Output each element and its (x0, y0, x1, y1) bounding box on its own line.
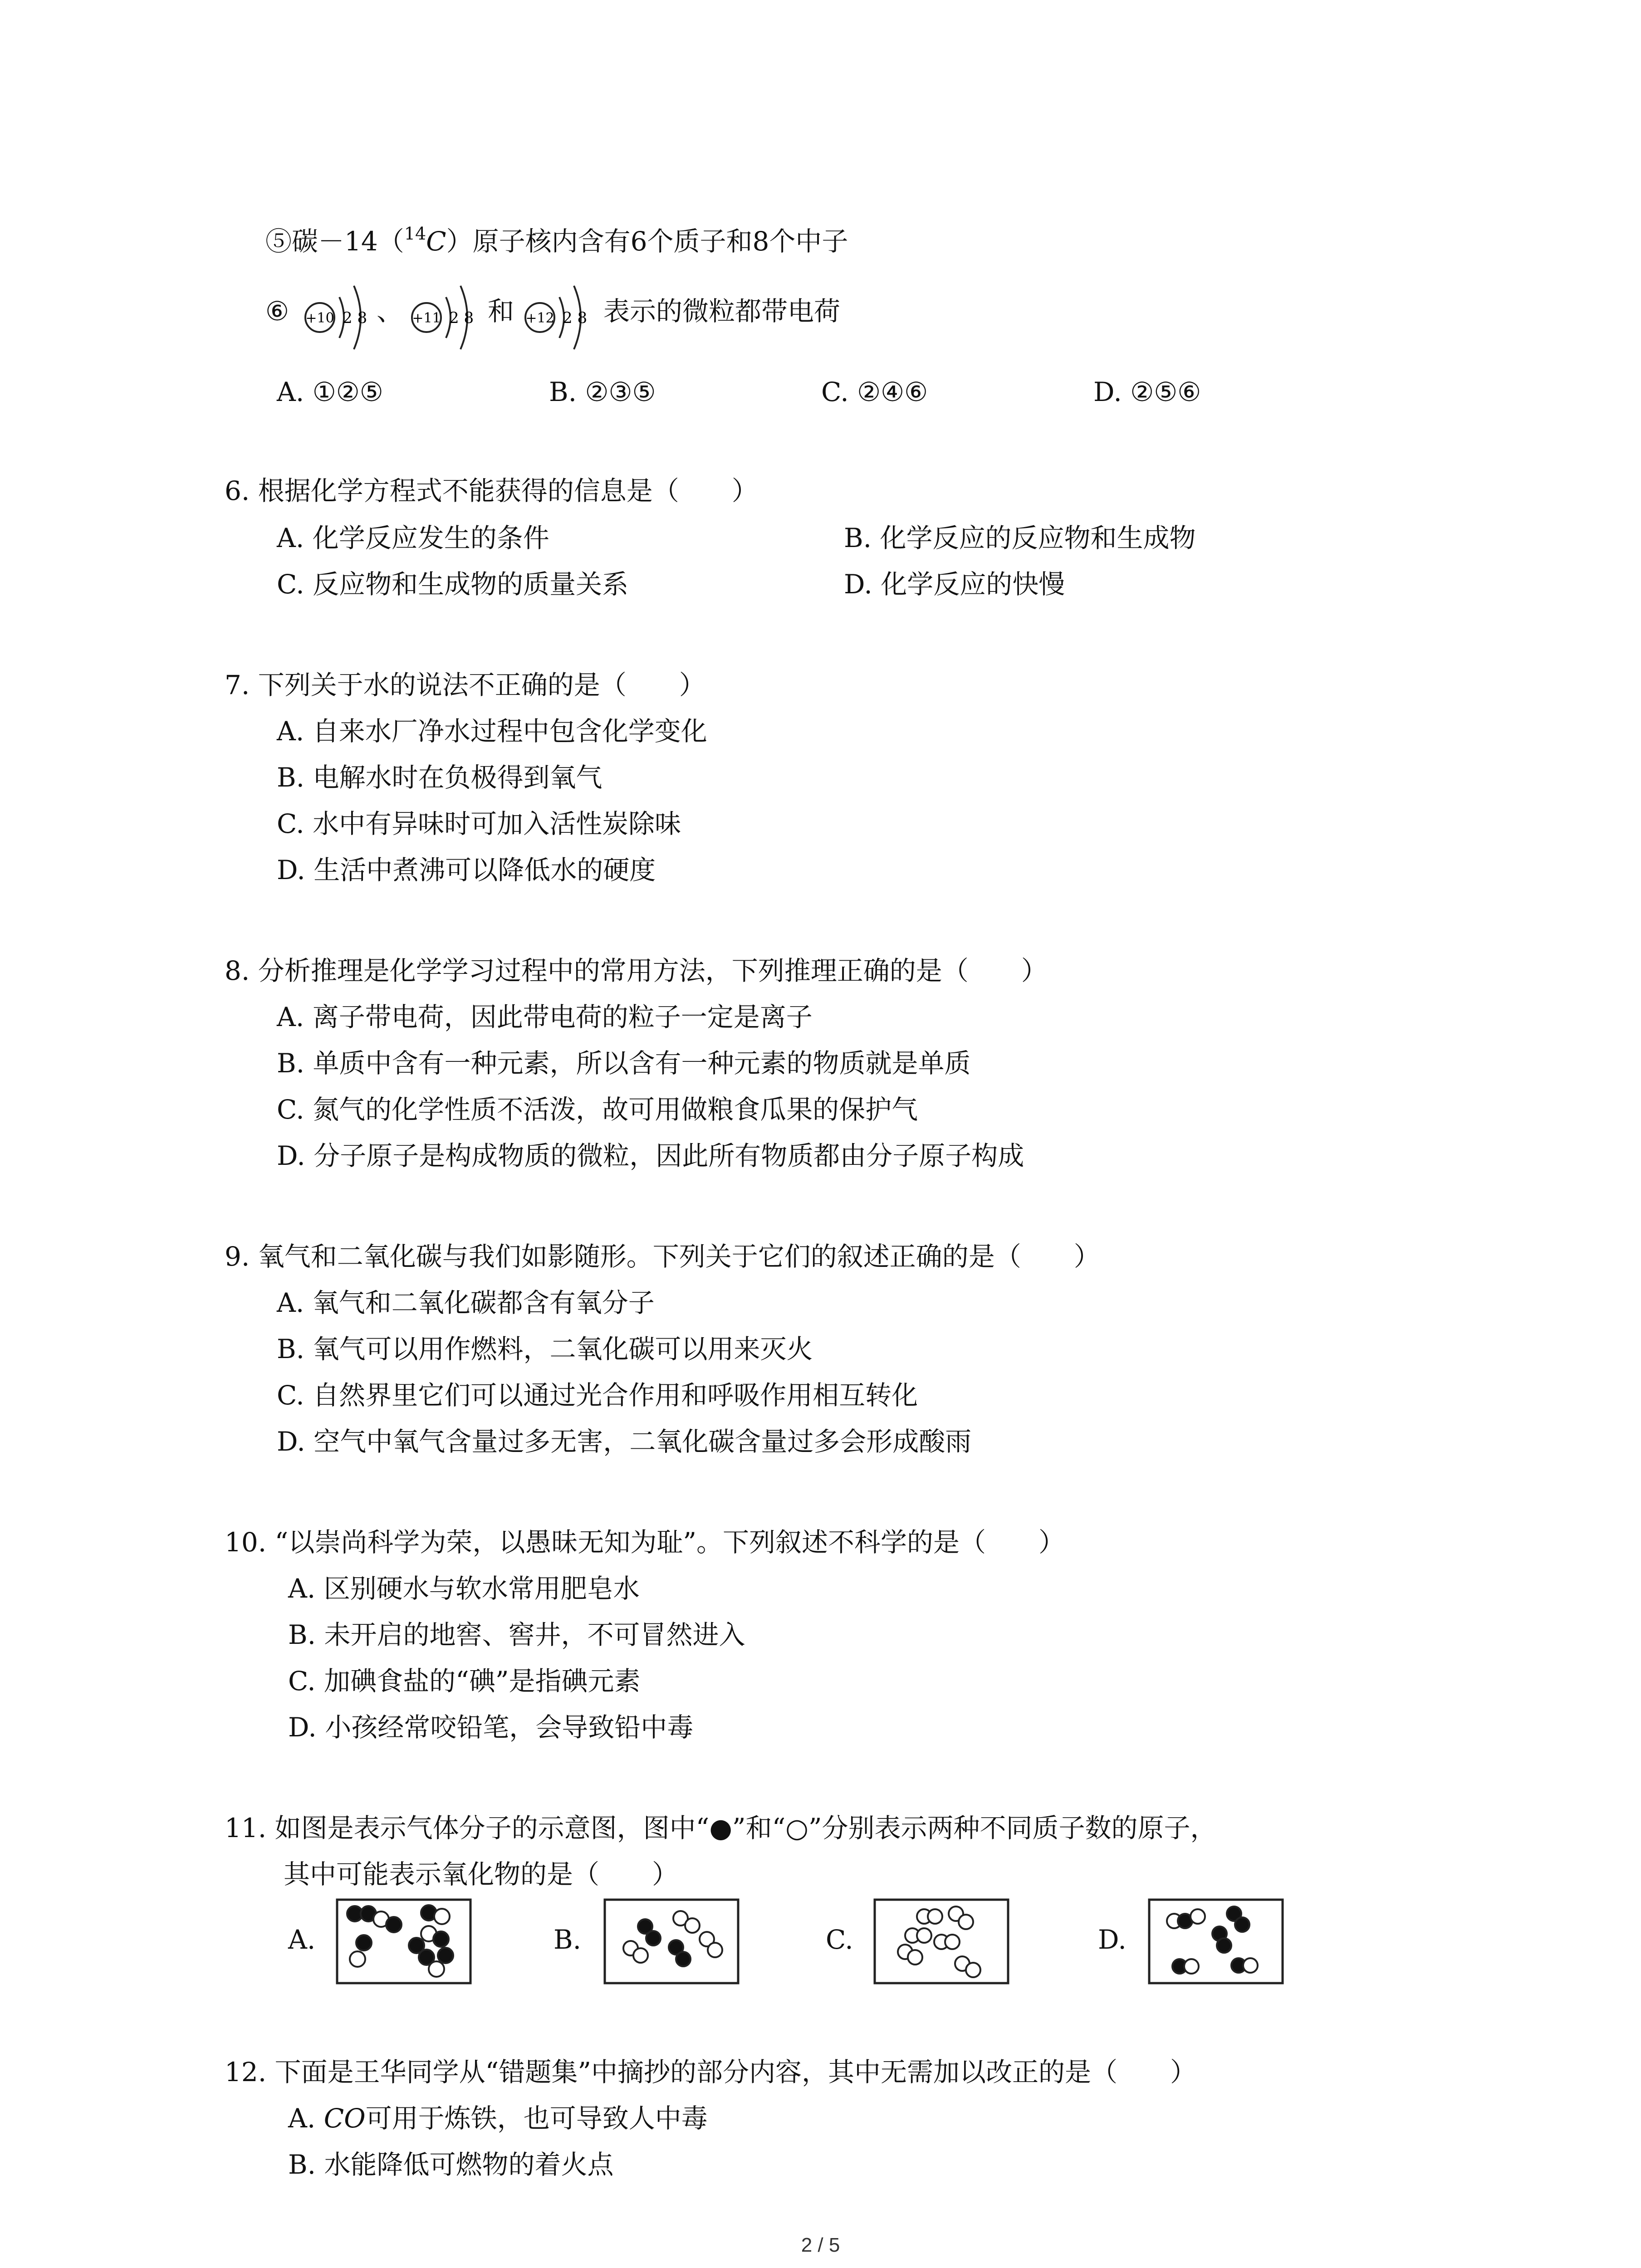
q11-diagram-d[interactable] (1148, 1898, 1284, 1984)
q10-option-d[interactable]: D. 小孩经常咬铅笔，会导致铅中毒 (288, 1712, 694, 1743)
q11-label-a[interactable]: A. (288, 1924, 316, 1955)
shell-label: 2 8 (343, 309, 367, 327)
q7-stem: 7. 下列关于水的说法不正确的是（ ） (225, 670, 705, 700)
atom-diagram-ne (299, 272, 377, 363)
q8-option-b[interactable]: B. 单质中含有一种元素，所以含有一种元素的物质就是单质 (277, 1048, 971, 1079)
q12-option-a[interactable]: A. CO可用于炼铁，也可导致人中毒 (288, 2103, 708, 2134)
q11-diagram-a[interactable] (336, 1898, 472, 1984)
q5-option-a[interactable]: A. ①②⑤ (277, 376, 383, 407)
q6-option-b[interactable]: B. 化学反应的反应物和生成物 (844, 523, 1196, 553)
q8-option-c[interactable]: C. 氮气的化学性质不活泼，故可用做粮食瓜果的保护气 (277, 1094, 918, 1125)
atom-diagram-mg (519, 272, 597, 363)
q7-option-d[interactable]: D. 生活中煮沸可以降低水的硬度 (277, 855, 656, 885)
q7-option-a[interactable]: A. 自来水厂净水过程中包含化学变化 (277, 716, 707, 747)
q6-stem: 6. 根据化学方程式不能获得的信息是（ ） (225, 475, 758, 506)
q11-label-c[interactable]: C. (826, 1924, 853, 1955)
q11-label-b[interactable]: B. (554, 1924, 582, 1955)
q8-option-a[interactable]: A. 离子带电荷，因此带电荷的粒子一定是离子 (277, 1002, 813, 1032)
q7-option-b[interactable]: B. 电解水时在负极得到氧气 (277, 762, 603, 793)
q10-option-c[interactable]: C. 加碘食盐的“碘”是指碘元素 (288, 1666, 641, 1696)
q5-option-c[interactable]: C. ②④⑥ (821, 376, 928, 407)
q5-option-b[interactable]: B. ②③⑤ (549, 376, 656, 407)
q6-option-c[interactable]: C. 反应物和生成物的质量关系 (277, 569, 629, 600)
q9-option-d[interactable]: D. 空气中氧气含量过多无害，二氧化碳含量过多会形成酸雨 (277, 1426, 972, 1457)
q9-option-c[interactable]: C. 自然界里它们可以通过光合作用和呼吸作用相互转化 (277, 1380, 918, 1411)
q12-stem: 12. 下面是王华同学从“错题集”中摘抄的部分内容，其中无需加以改正的是（ ） (225, 2057, 1196, 2087)
atom-diagram-na (406, 272, 483, 363)
q9-stem: 9. 氧气和二氧化碳与我们如影随形。下列关于它们的叙述正确的是（ ） (225, 1241, 1100, 1272)
q8-option-d[interactable]: D. 分子原子是构成物质的微粒，因此所有物质都由分子原子构成 (277, 1140, 1024, 1171)
q5-item6-prefix: ⑥ (265, 296, 289, 327)
q9-option-a[interactable]: A. 氧气和二氧化碳都含有氧分子 (277, 1287, 655, 1318)
nucleus-label: +10 (305, 310, 334, 326)
q5-item6-sep2: 和 (488, 296, 514, 327)
q11-stem-line1: 11. 如图是表示气体分子的示意图，图中“●”和“○”分别表示两种不同质子数的原子， (225, 1813, 1217, 1843)
q10-option-b[interactable]: B. 未开启的地窖、窖井，不可冒然进入 (288, 1619, 745, 1650)
q10-option-a[interactable]: A. 区别硬水与软水常用肥皂水 (288, 1573, 640, 1604)
q12-option-b[interactable]: B. 水能降低可燃物的着火点 (288, 2149, 614, 2180)
q7-option-c[interactable]: C. 水中有异味时可加入活性炭除味 (277, 808, 681, 839)
q11-stem-line2: 其中可能表示氧化物的是（ ） (284, 1859, 679, 1890)
shell-label: 2 8 (449, 309, 474, 327)
nucleus-label: +11 (412, 310, 441, 326)
q9-option-b[interactable]: B. 氧气可以用作燃料，二氧化碳可以用来灭火 (277, 1334, 813, 1364)
q5-item6-sep1: 、 (377, 296, 403, 327)
q5-option-d[interactable]: D. ②⑤⑥ (1093, 376, 1201, 407)
nucleus-label: +12 (525, 310, 554, 326)
q6-option-a[interactable]: A. 化学反应发生的条件 (277, 523, 549, 553)
q5-item6-suffix: 表示的微粒都带电荷 (603, 296, 841, 327)
shell-label: 2 8 (563, 309, 588, 327)
q11-diagram-b[interactable] (603, 1898, 740, 1984)
q11-label-d[interactable]: D. (1098, 1924, 1127, 1955)
page-number: 2 / 5 (801, 2234, 840, 2256)
q6-option-d[interactable]: D. 化学反应的快慢 (844, 569, 1065, 600)
q5-item5: ⑤碳－14（$^{14}$C）原子核内含有6个质子和8个中子 (265, 224, 848, 257)
q10-stem: 10. “以崇尚科学为荣，以愚昧无知为耻”。下列叙述不科学的是（ ） (225, 1527, 1065, 1558)
q11-diagram-c[interactable] (873, 1898, 1009, 1984)
q8-stem: 8. 分析推理是化学学习过程中的常用方法，下列推理正确的是（ ） (225, 955, 1048, 986)
